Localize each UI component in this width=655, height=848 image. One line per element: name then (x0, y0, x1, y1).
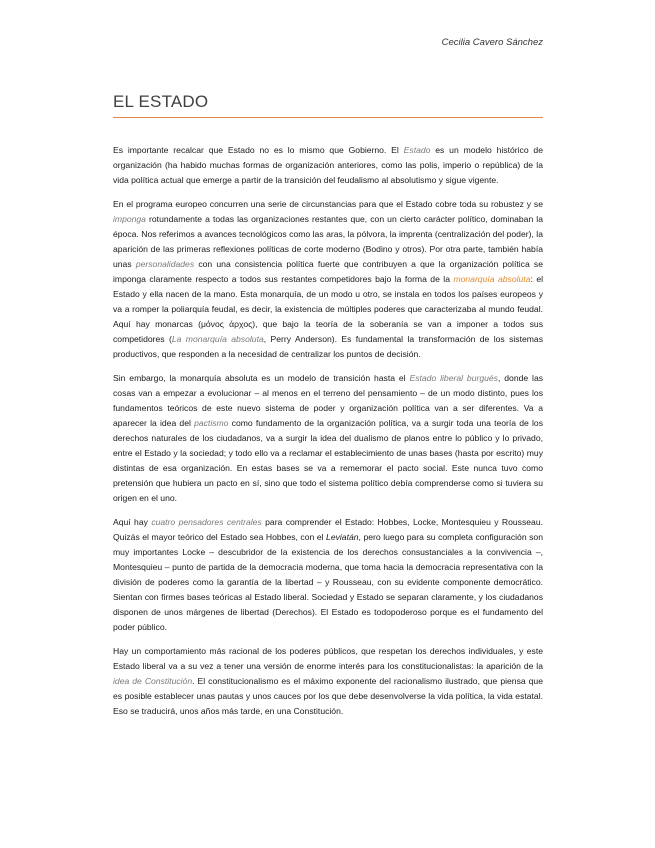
title-underline (113, 117, 543, 118)
paragraph-text: para comprender el Estado: Hobbes, Locke, Montesquieu y Rousseau. Quizás el mayor teórico del Estado sea Hobbes, con el (113, 517, 544, 542)
emphasis-text: Leviatán (326, 532, 359, 542)
paragraph-text: , donde las cosas van a empezar a evolucionar – al menos en el terreno del pensamiento – de un modo distinto, pues los fundamentos teóricos de este nuevo sistema de poder y organización política van a ser diferentes. Va a aparecer la idea del (113, 373, 544, 428)
emphasis-text: monarquía absoluta (453, 274, 531, 284)
document-body (113, 143, 543, 728)
paragraph-text: como fundamento de la organización política, va a surgir toda una teoría de los derechos naturales de los ciudadanos, va a surgir la idea del dualismo de planos entre lo público y lo privado, entre el Estado y la sociedad; y todo ello va a reclamar el establecimiento de unas bases (hasta por escrito) muy distintas de esa organización. En estas bases se va a rememorar el pacto social. Este nunca tuvo como pretensión que hubiera un pacto en sí, sino que todo el sistema político debía comprenderse como si tuviera su origen en el uno. (113, 418, 544, 503)
paragraph-text: , pero luego para su completa configuración son muy importantes Locke – descubridor de la existencia de los derechos consustanciales a la convivencia –, Montesquieu – punto de partida de la democracia moderna, que toma hacia la democracia representativa con la división de poderes como la garantía de la libertad – y Rousseau, con su evidente componente democrático. Sientan con firmes bases teóricas al Estado liberal. Sociedad y Estado se separan claramente, y los ciudadanos disponen de unos márgenes de libertad (Derechos). El Estado es todopoderoso porque es el fundamento del poder público. (113, 532, 543, 632)
paragraph-text: . El constitucionalismo es el máximo exponente del racionalismo ilustrado, que piensa que es posible establecer unas pautas y unos cauces por los que debe desenvolverse la vida política, la vida estatal. Eso se traducirá, unos años más tarde, en una Constitución. (113, 676, 543, 716)
emphasis-text: La monarquía absoluta (171, 334, 264, 344)
paragraph-text: : el Estado y ella nacen de la mano. Esta monarquía, de un modo u otro, se instala en todos los países europeos y va a romper la poliarquía feudal, es decir, la existencia de múltiples poderes que caracterizaba al mundo feudal. Aquí hay monarcas (μόνος άρχος), que bajo la teoría de la soberanía se van a imponer a todos sus competidores ( (113, 274, 544, 344)
paragraph (113, 197, 543, 362)
paragraph-text: En el programa europeo concurren una serie de circunstancias para que el Estado cobre toda su robustez y se (113, 199, 543, 209)
paragraph-text: Es importante recalcar que Estado no es lo mismo que Gobierno. El (113, 145, 404, 155)
paragraph (113, 371, 543, 506)
paragraph (113, 644, 543, 719)
emphasis-text: Estado liberal burgués (409, 373, 498, 383)
paragraph-text: Aquí hay (113, 517, 152, 527)
emphasis-text: pactismo (194, 418, 229, 428)
paragraph-text: Hay un comportamiento más racional de los poderes públicos, que respetan los derechos individuales, y este Estado liberal va a su vez a tener una versión de enorme interés para los constitucionalistas: la aparición de la (113, 646, 543, 671)
paragraph-text: con una consistencia política fuerte que contribuyen a que la organización política se imponga claramente respecto a todos sus restantes competidores bajo la forma de la (113, 259, 543, 284)
paragraph-text: Sin embargo, la monarquía absoluta es un modelo de transición hasta el (113, 373, 410, 383)
emphasis-text: cuatro pensadores centrales (151, 517, 262, 527)
page-header-author: Cecilia Cavero Sánchez (441, 37, 543, 48)
paragraph-text: rotundamente a todas las organizaciones restantes que, con un cierto carácter político, dominaban la época. Nos referimos a avances tecnológicos como las aras, la pólvora, la imprenta (centralización del poder), la aparición de las primeras reflexiones políticas de corte moderno (Bodino y otros). Por otra parte, también había unas (113, 214, 543, 269)
emphasis-text: imponga (113, 214, 146, 224)
paragraph-text: es un modelo histórico de organización (ha habido muchas formas de organización anteriores, como las polis, imperio o república) de la vida política actual que emerge a partir de la transición del feudalismo al absolutismo y sigue vigente. (113, 145, 543, 185)
paragraph-text: , Perry Anderson). Es fundamental la transformación de los sistemas productivos, que responden a la necesidad de centralizar los puntos de decisión. (113, 334, 543, 359)
emphasis-text: idea de Constitución (113, 676, 193, 686)
emphasis-text: personalidades (135, 259, 195, 269)
page-title: EL ESTADO (113, 92, 209, 111)
emphasis-text: Estado (403, 145, 431, 155)
paragraph (113, 515, 543, 635)
paragraph (113, 143, 543, 188)
